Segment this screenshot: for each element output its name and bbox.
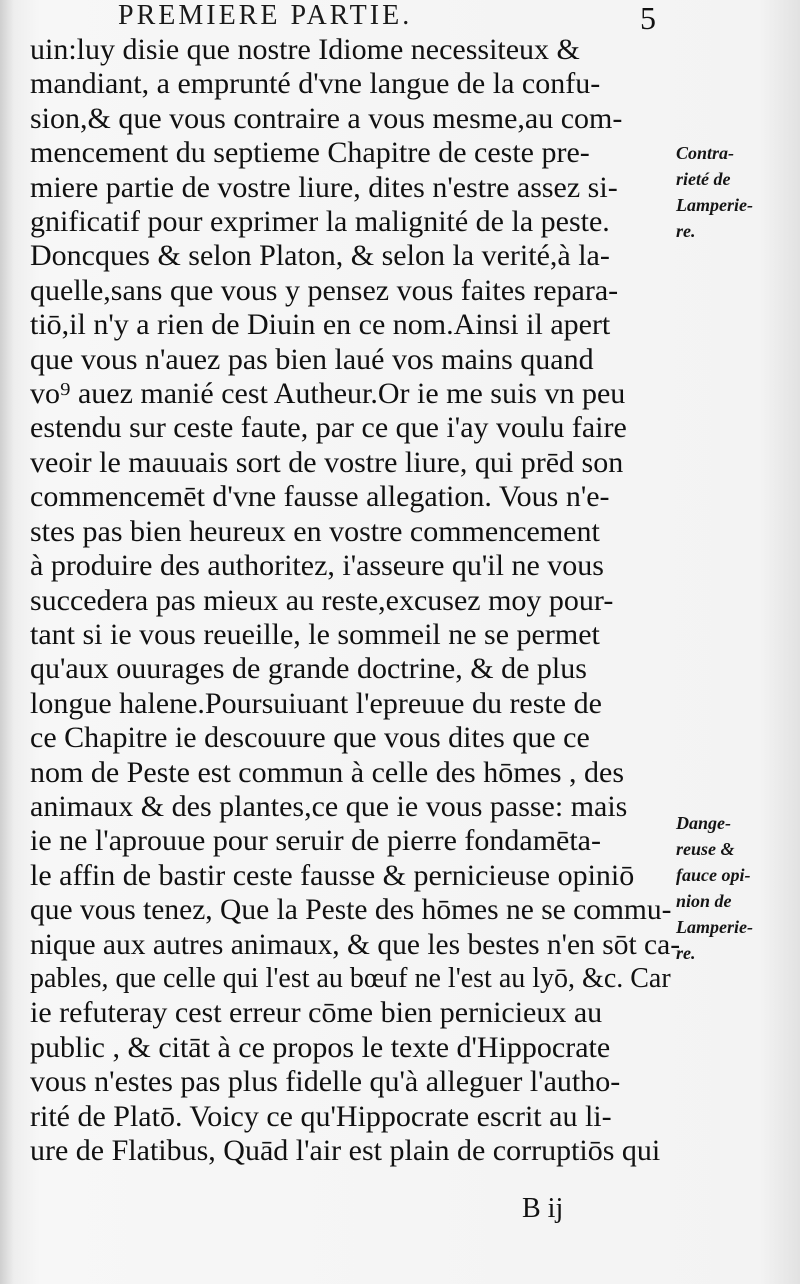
text-line: rité de Platō. Voicy ce qu'Hippocrate escrit au li- [30, 1099, 612, 1133]
running-head: PREMIERE PARTIE. [118, 0, 413, 31]
text-line: estendu sur ceste faute, par ce que i'ay voulu faire [30, 411, 627, 445]
body-text [30, 33, 680, 1193]
text-line: gnificatif pour exprimer la malignité de la peste. [30, 205, 610, 239]
margin-note [676, 810, 798, 966]
text-line: mencement du septieme Chapitre de ceste pre- [30, 136, 590, 170]
margin-note-line: Lamperie- [676, 195, 753, 215]
text-line: pables, que celle qui l'est au bœuf ne l'est au lyō, &c. Car [30, 962, 671, 994]
text-line: commencemēt d'vne fausse allegation. Vous n'e- [30, 480, 610, 514]
text-line: longue halene.Poursuiuant l'epreuue du reste de [30, 686, 602, 720]
text-line: ure de Flatibus, Quād l'air est plain de corruptiōs qui [30, 1134, 661, 1167]
text-line: succedera pas mieux au reste,excusez moy pour- [30, 583, 614, 617]
text-line: sion,& que vous contraire a vous mesme,au com- [30, 101, 623, 135]
text-line: stes pas bien heureux en vostre commencement [30, 514, 600, 548]
margin-note-line: fauce opi- [676, 865, 751, 885]
text-line: nique aux autres animaux, & que les bestes n'en sōt ca- [30, 928, 680, 961]
text-line: nom de Peste est commun à celle des hōmes , des [30, 755, 625, 789]
text-line: animaux & des plantes,ce que ie vous passe: mais [30, 789, 628, 823]
text-line: public , & citāt à ce propos le texte d'Hippocrate [30, 1030, 611, 1064]
margin-note-line: Dange- [676, 813, 731, 833]
page-number: 5 [640, 0, 656, 36]
margin-note-line: reuse & [676, 839, 735, 859]
text-line: ie refuteray cest erreur cōme bien pernicieux au [30, 996, 603, 1030]
text-line: miere partie de vostre liure, dites n'estre assez si- [30, 170, 618, 204]
text-line: Doncques & selon Platon, & selon la verité,à la- [30, 239, 610, 273]
text-line: que vous tenez, Que la Peste des hōmes ne se commu- [30, 894, 672, 927]
margin-note-line: nion de [676, 891, 732, 911]
margin-note-line: re. [676, 221, 696, 241]
text-line: le affin de bastir ceste fausse & pernicieuse opiniō [30, 858, 635, 892]
margin-note-line: re. [676, 943, 696, 963]
margin-note-line: Lamperie- [676, 917, 753, 937]
text-line: veoir le mauuais sort de vostre liure, qui prēd son [30, 445, 624, 479]
text-line: ie ne l'aprouue pour seruir de pierre fondamēta- [30, 824, 601, 858]
signature-mark: B ij [522, 1193, 564, 1224]
text-line: vo⁹ auez manié cest Autheur.Or ie me suis vn peu [30, 377, 626, 411]
text-line: mandiant, a emprunté d'vne langue de la confu- [30, 67, 601, 101]
margin-note-line: Contra- [676, 143, 735, 163]
text-line: vous n'estes pas plus fidelle qu'à alleguer l'autho- [30, 1065, 621, 1099]
text-line: uin:luy disie que nostre Idiome necessiteux & [30, 33, 580, 66]
text-line: tant si ie vous reueille, le sommeil ne se permet [30, 617, 600, 651]
text-line: à produire des authoritez, i'asseure qu'il ne vous [30, 549, 604, 583]
text-line: quelle,sans que vous y pensez vous faites repara- [30, 273, 619, 307]
text-line: que vous n'auez pas bien laué vos mains quand [30, 342, 594, 376]
margin-note [676, 140, 796, 244]
text-line: tiō,il n'y a rien de Diuin en ce nom.Ainsi il apert [30, 308, 611, 342]
margin-note-line: rieté de [676, 169, 731, 189]
text-line: qu'aux ouurages de grande doctrine, & de plus [30, 652, 587, 686]
text-line: ce Chapitre ie descouure que vous dites que ce [30, 721, 590, 755]
